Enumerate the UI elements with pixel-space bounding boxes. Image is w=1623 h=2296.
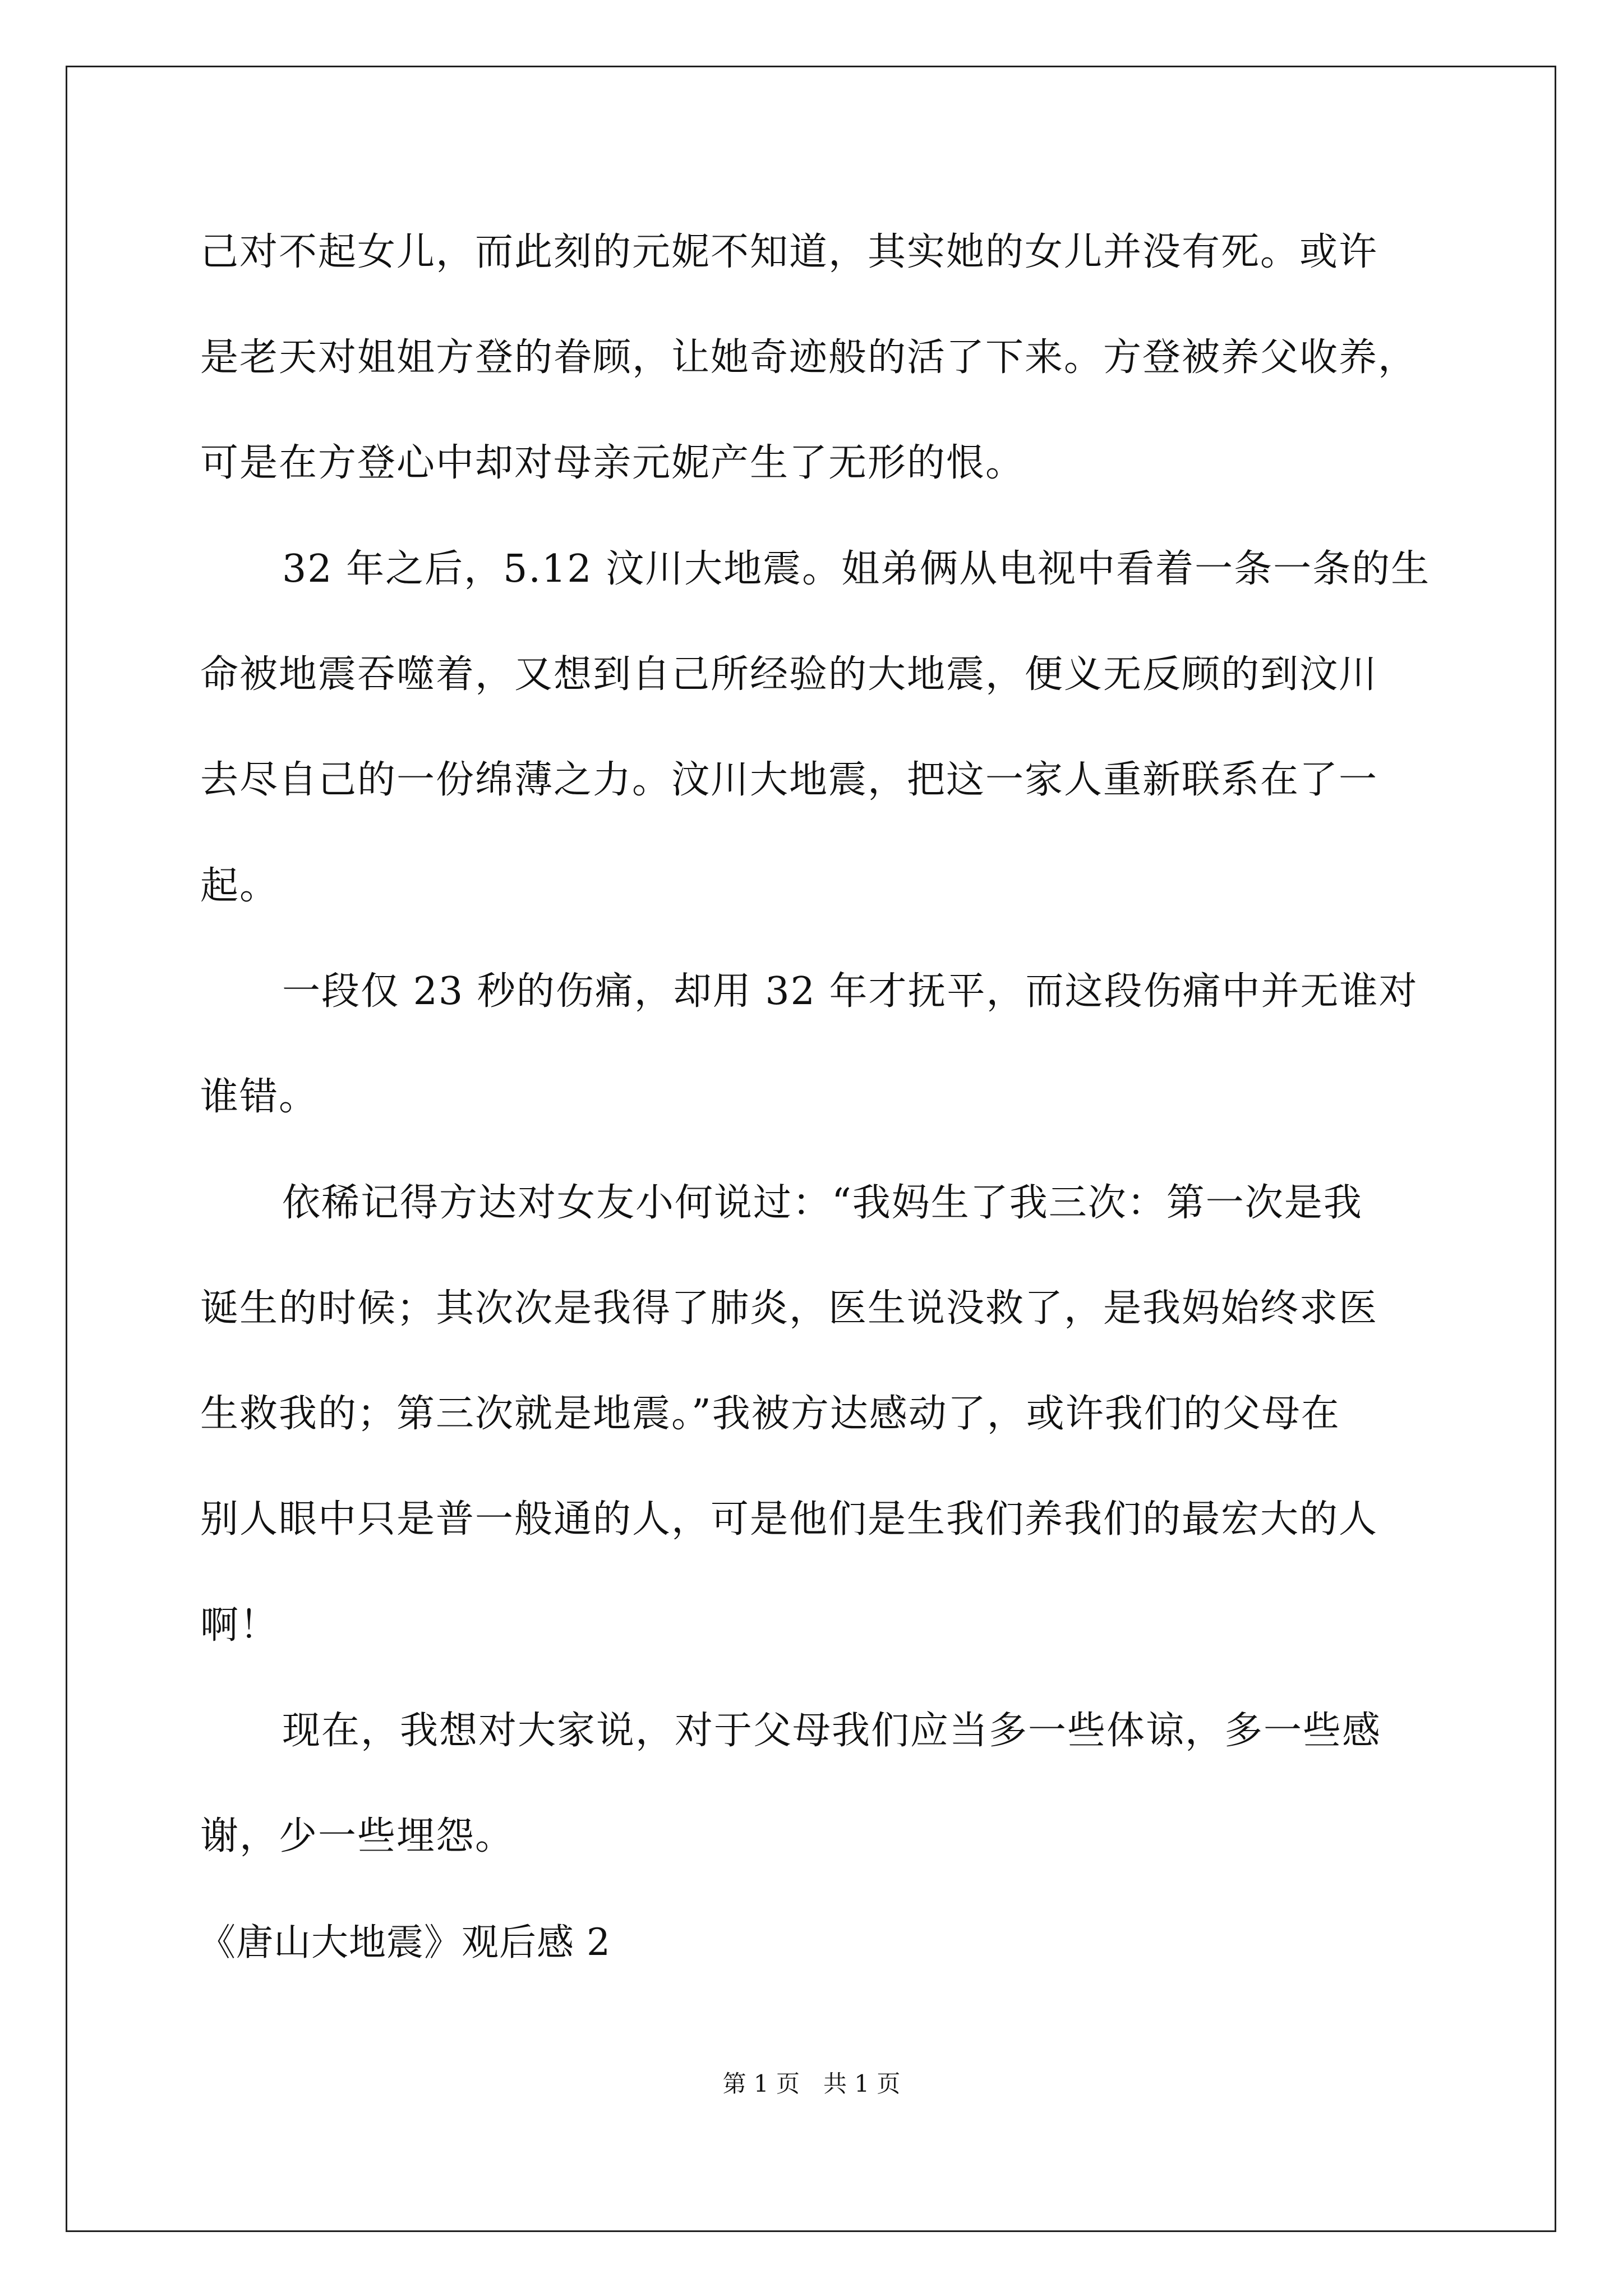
text-line: 谢，少一些埋怨。	[200, 1814, 515, 1858]
text-line: 现在，我想对大家说，对于父母我们应当多一些体谅，多一些感	[282, 1709, 1382, 1753]
text-line: 啊！	[200, 1603, 279, 1648]
text-line: 谁错。	[200, 1075, 319, 1119]
section-heading: 《唐山大地震》观后感 2	[199, 1921, 611, 1964]
text-line: 生救我的；第三次就是地震。”我被方达感动了，或许我们的父母在	[200, 1392, 1340, 1436]
text-line: 可是在方登心中却对母亲元妮产生了无形的恨。	[200, 441, 1025, 485]
text-line: 32 年之后，5.12 汶川大地震。姐弟俩从电视中看着一条一条的生	[282, 547, 1431, 591]
text-line: 依稀记得方达对女友小何说过：“我妈生了我三次：第一次是我	[282, 1181, 1363, 1225]
text-line: 命被地震吞噬着，又想到自己所经验的大地震，便义无反顾的到汶川	[200, 652, 1378, 697]
text-line: 是老天对姐姐方登的眷顾，让她奇迹般的活了下来。方登被养父收养，	[200, 335, 1418, 380]
text-line: 去尽自己的一份绵薄之力。汶川大地震，把这一家人重新联系在了一	[200, 758, 1378, 802]
text-line: 别人眼中只是普一般通的人，可是他们是生我们养我们的最宏大的人	[200, 1497, 1378, 1542]
text-line: 己对不起女儿，而此刻的元妮不知道，其实她的女儿并没有死。或许	[200, 230, 1378, 274]
text-line: 起。	[200, 864, 279, 908]
text-line: 诞生的时候；其次次是我得了肺炎，医生说没救了，是我妈始终求医	[200, 1286, 1378, 1331]
page-number-footer: 第 1 页 共 1 页	[722, 2070, 901, 2097]
text-line: 一段仅 23 秒的伤痛，却用 32 年才抚平，而这段伤痛中并无谁对	[282, 969, 1418, 1014]
